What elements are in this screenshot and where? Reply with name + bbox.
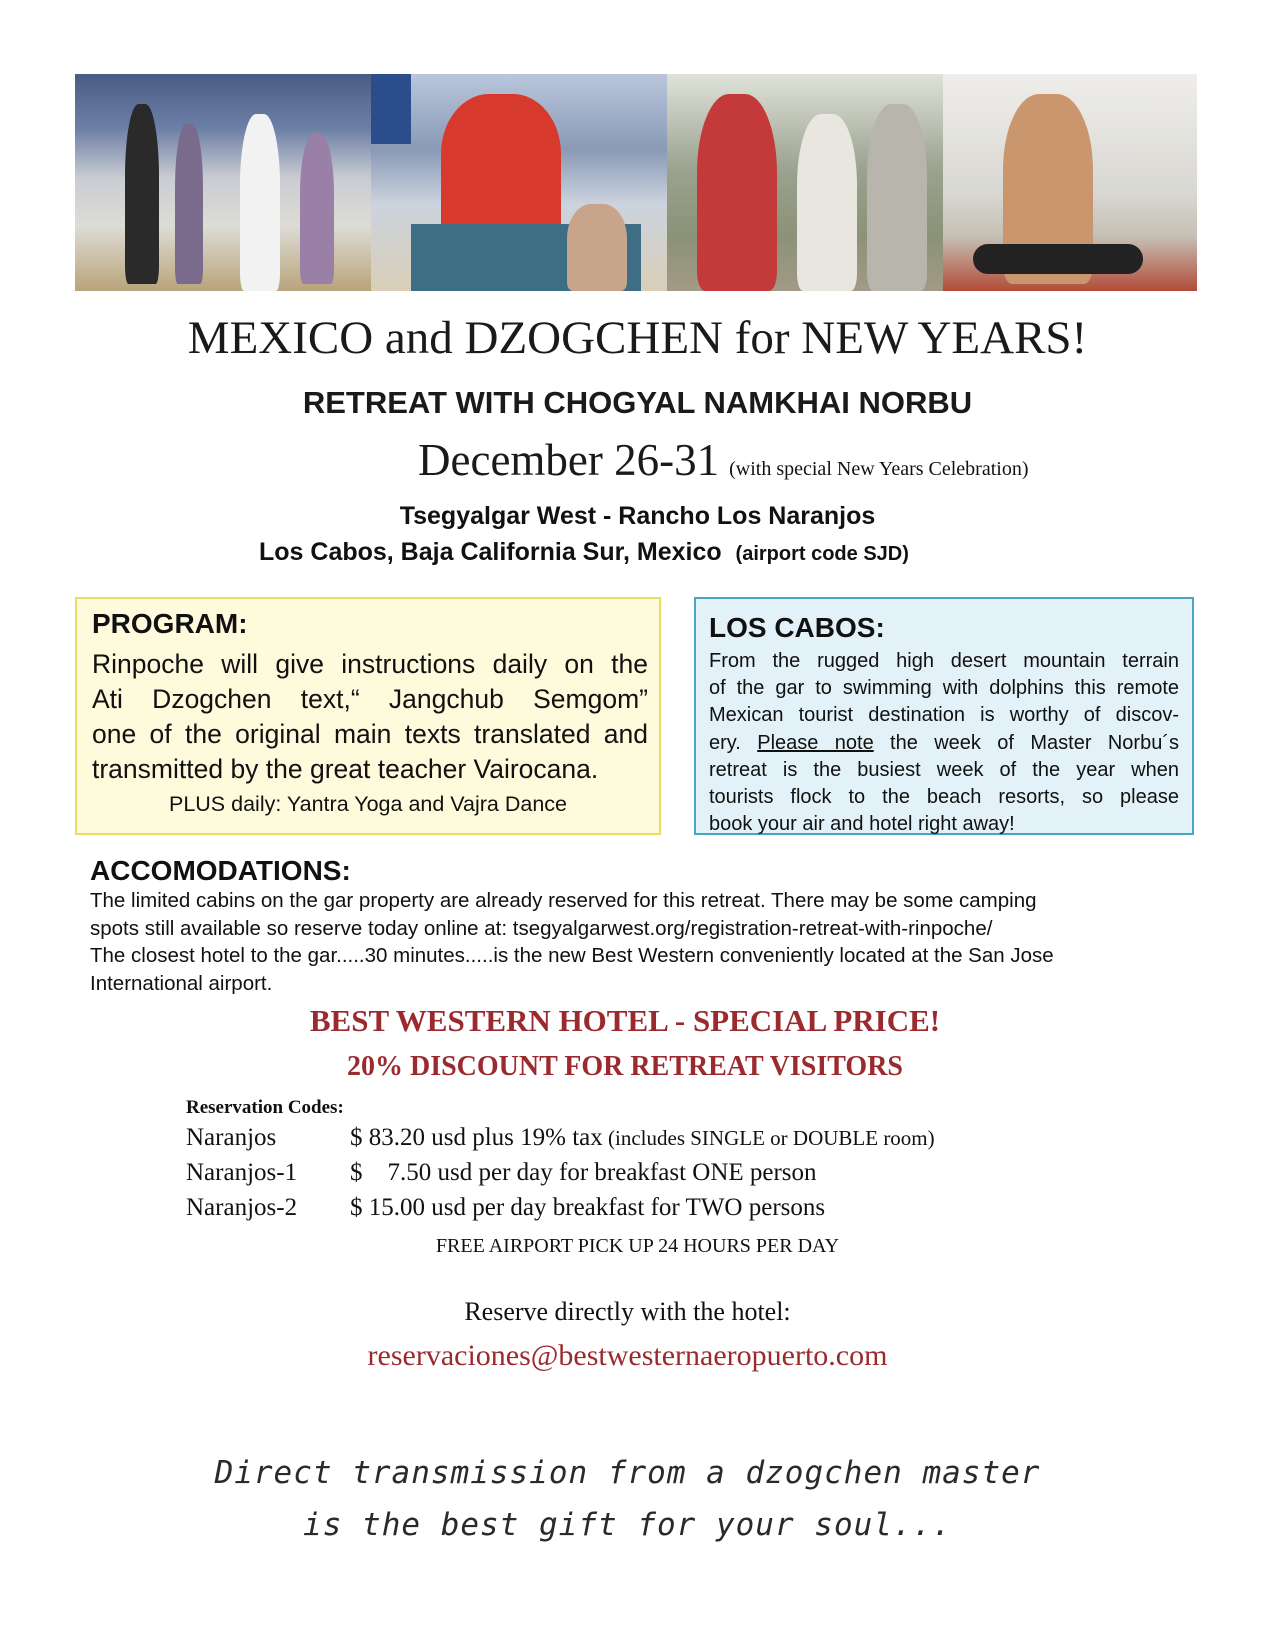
group-walking-photo xyxy=(667,74,943,291)
location-line-2 xyxy=(259,538,909,567)
los-cabos-line: retreat is the busiest week of the year when xyxy=(709,758,1179,781)
hotel-email-link[interactable]: reservaciones@bestwesternaeropuerto.com xyxy=(367,1339,888,1372)
reservation-code-row xyxy=(186,1124,935,1152)
location-line-1: Tsegyalgar West - Rancho Los Naranjos xyxy=(399,502,876,530)
los-cabos-box xyxy=(694,597,1194,835)
los-cabos-line: From the rugged high desert mountain terrain xyxy=(709,650,1179,672)
hotel-discount: 20% DISCOUNT FOR RETREAT VISITORS xyxy=(346,1051,903,1082)
los-cabos-line4-post: the week of Master Norbu´s xyxy=(873,731,1179,754)
reservation-code-row xyxy=(186,1194,825,1222)
tagline-line-1: Direct transmission from a dzogchen master xyxy=(214,1455,1041,1491)
los-cabos-line: tourists flock to the beach resorts, so please xyxy=(709,786,1179,809)
yoga-photo xyxy=(943,74,1197,291)
location-text: Los Cabos, Baja California Sur, Mexico xyxy=(259,538,722,566)
reservation-code-row xyxy=(186,1159,817,1187)
dates-note: (with special New Years Celebration) xyxy=(729,458,1029,480)
dates-text: December 26-31 xyxy=(418,435,720,485)
los-cabos-line xyxy=(709,730,1179,757)
reservation-note: (includes SINGLE or DOUBLE room) xyxy=(602,1126,935,1150)
tagline-line-2: is the best gift for your soul... xyxy=(303,1507,952,1543)
program-line: transmitted by the great teacher Vairocana. xyxy=(92,754,599,784)
please-note-underlined: Please note xyxy=(757,731,874,754)
reservation-code: Naranjos-1 xyxy=(186,1159,298,1186)
program-line: one of the original main texts translated and xyxy=(92,719,648,749)
retreat-dates xyxy=(418,434,1029,486)
los-cabos-line: Mexican tourist destination is worthy of discov- xyxy=(709,704,1179,727)
page-title: MEXICO and DZOGCHEN for NEW YEARS! xyxy=(187,312,1088,364)
reservation-price: $ 7.50 usd per day for breakfast ONE person xyxy=(350,1159,817,1186)
los-cabos-text xyxy=(709,648,1179,838)
free-pickup-note: FREE AIRPORT PICK UP 24 HOURS PER DAY xyxy=(435,1235,840,1257)
los-cabos-line: book your air and hotel right away! xyxy=(709,813,1015,836)
reservation-price: $ 15.00 usd per day breakfast for TWO persons xyxy=(350,1194,826,1221)
los-cabos-heading: LOS CABOS: xyxy=(709,612,885,643)
program-line: Ati Dzogchen text,“ Jangchub Semgom” xyxy=(92,684,648,714)
reservation-price: $ 83.20 usd plus 19% tax xyxy=(350,1124,603,1151)
los-cabos-line4-pre: ery. xyxy=(709,731,758,754)
accommodations-text xyxy=(90,887,1190,997)
hotel-heading: BEST WESTERN HOTEL - SPECIAL PRICE! xyxy=(309,1003,941,1038)
airport-code: (airport code SJD) xyxy=(735,543,909,565)
los-cabos-line: of the gar to swimming with dolphins this remote xyxy=(709,677,1179,700)
rinpoche-teaching-photo xyxy=(371,74,667,291)
accommodations-line: spots still available so reserve today online at: tsegyalgarwest.org/registration-retreat-with-rinpoche/ xyxy=(90,916,993,940)
program-plus: PLUS daily: Yantra Yoga and Vajra Dance xyxy=(168,792,568,816)
reservation-codes-heading: Reservation Codes: xyxy=(186,1097,344,1118)
reservation-code: Naranjos-2 xyxy=(186,1194,298,1221)
reserve-directly-text: Reserve directly with the hotel: xyxy=(464,1297,791,1326)
program-heading: PROGRAM: xyxy=(92,608,248,639)
accommodations-line: The limited cabins on the gar property are already reserved for this retreat. There may be some camping xyxy=(90,889,1037,912)
dancers-photo xyxy=(75,74,371,291)
accommodations-heading: ACCOMODATIONS: xyxy=(90,855,351,886)
program-line: Rinpoche will give instructions daily on the xyxy=(92,649,648,679)
retreat-subtitle: RETREAT WITH CHOGYAL NAMKHAI NORBU xyxy=(302,385,973,420)
program-text xyxy=(92,647,648,787)
program-box xyxy=(75,597,661,835)
reservation-desc xyxy=(350,1124,935,1151)
reservation-code: Naranjos xyxy=(186,1124,277,1151)
photo-banner xyxy=(75,74,1197,291)
accommodations-line: The closest hotel to the gar.....30 minutes.....is the new Best Western conveniently located at the San Jose xyxy=(90,944,1054,967)
accommodations-line: International airport. xyxy=(90,971,273,995)
